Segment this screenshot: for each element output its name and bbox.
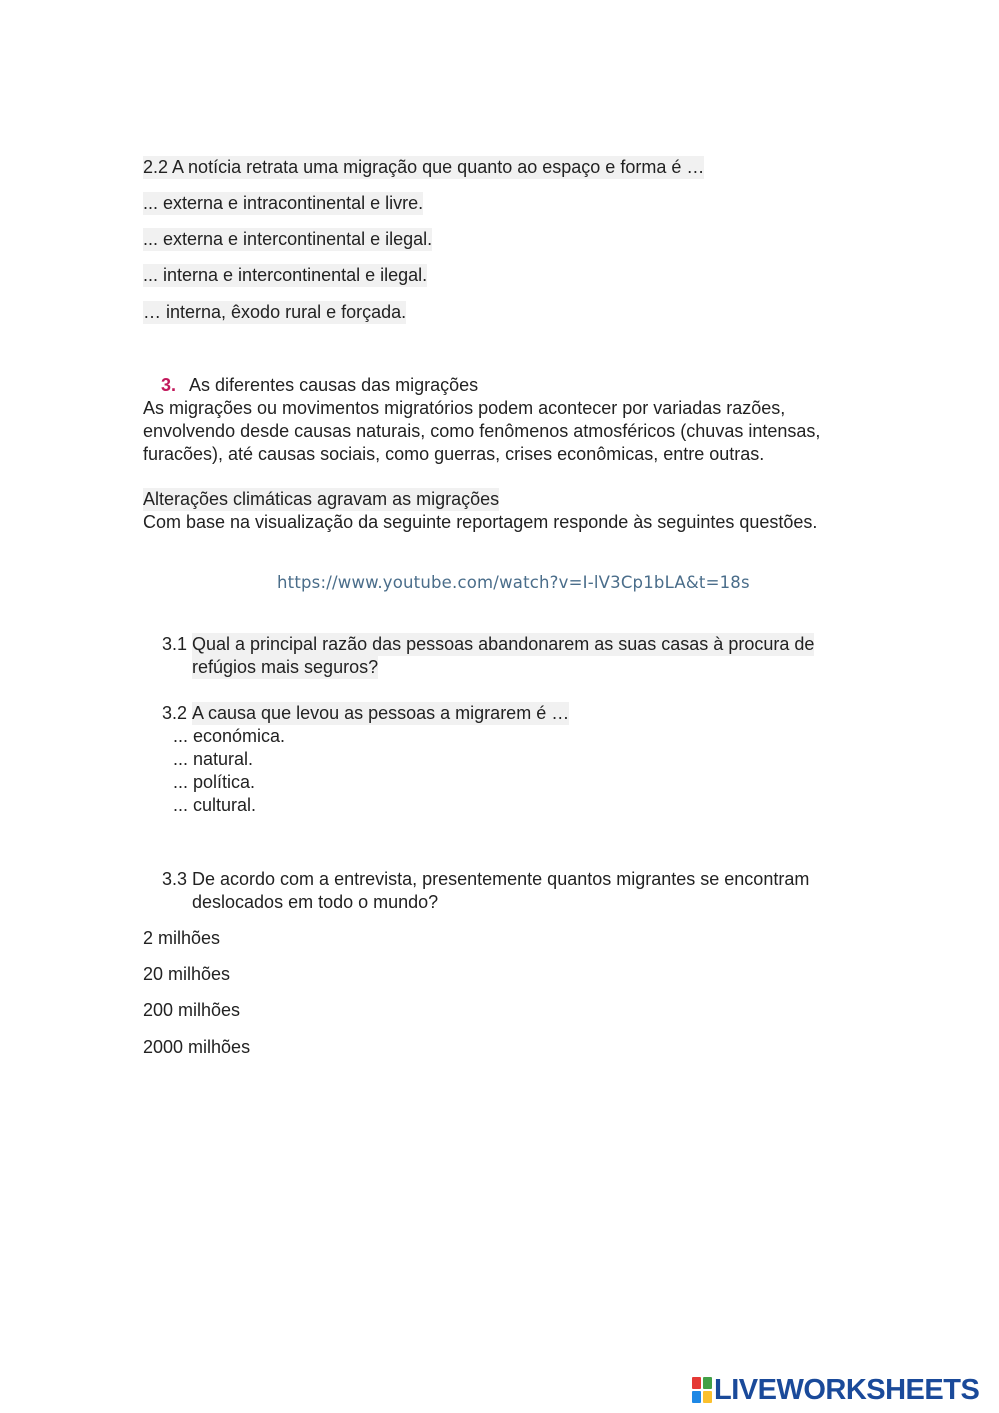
q33-option-2[interactable]: 20 milhões [143, 964, 231, 984]
q33-option-3[interactable]: 200 milhões [143, 1000, 241, 1020]
q32-number: 3.2 [162, 703, 188, 723]
q33-option-1[interactable]: 2 milhões [143, 928, 221, 948]
q33-line-1: De acordo com a entrevista, presentemente quantos migrantes se encontram [192, 869, 810, 889]
section-3-paragraph: As migrações ou movimentos migratórios podem acontecer por variadas razões, envolvendo desde causas naturais, como fenômenos atmosféricos (chuvas intensas, furacões), até causas sociais, como guerras, crises econômicas, entre outras. [143, 398, 821, 464]
logo-text: LIVEWORKSHEETS [714, 1374, 980, 1406]
section-3-title: As diferentes causas das migrações [189, 375, 479, 395]
logo-square-2 [703, 1377, 712, 1389]
section-3-subtitle: Alterações climáticas agravam as migrações [143, 489, 500, 509]
q31-line-1: Qual a principal razão das pessoas abandonarem as suas casas à procura de [192, 634, 815, 654]
q31-number: 3.1 [162, 634, 188, 654]
q22-option-3[interactable]: ... interna e intercontinental e ilegal. [143, 265, 428, 285]
section-3-instruction: Com base na visualização da seguinte reportagem responde às seguintes questões. [143, 512, 818, 532]
q32-option-4[interactable]: ... cultural. [173, 795, 257, 815]
q22-option-1[interactable]: ... externa e intracontinental e livre. [143, 193, 424, 213]
question-2-2: 2.2 A notícia retrata uma migração que quanto ao espaço e forma é … [143, 157, 705, 177]
logo-square-4 [703, 1391, 712, 1403]
q32-option-3[interactable]: ... política. [173, 772, 256, 792]
q32-option-1[interactable]: ... económica. [173, 726, 286, 746]
q31-line-2: refúgios mais seguros? [192, 657, 379, 677]
logo-square-1 [692, 1377, 701, 1389]
q22-option-4[interactable]: … interna, êxodo rural e forçada. [143, 302, 407, 322]
logo-square-3 [692, 1391, 701, 1403]
q33-number: 3.3 [162, 869, 188, 889]
q22-option-2[interactable]: ... externa e intercontinental e ilegal. [143, 229, 433, 249]
q33-option-4[interactable]: 2000 milhões [143, 1037, 251, 1057]
liveworksheets-logo [692, 1374, 979, 1406]
section-3-heading [161, 374, 478, 397]
logo-mark-icon [692, 1377, 712, 1403]
section-3-number: 3. [161, 375, 177, 395]
q32-option-2[interactable]: ... natural. [173, 749, 254, 769]
q32-question: A causa que levou as pessoas a migrarem é … [192, 703, 570, 723]
youtube-link[interactable]: https://www.youtube.com/watch?v=I-lV3Cp1bLA&t=18s [277, 573, 750, 592]
q33-line-2: deslocados em todo o mundo? [192, 892, 439, 912]
